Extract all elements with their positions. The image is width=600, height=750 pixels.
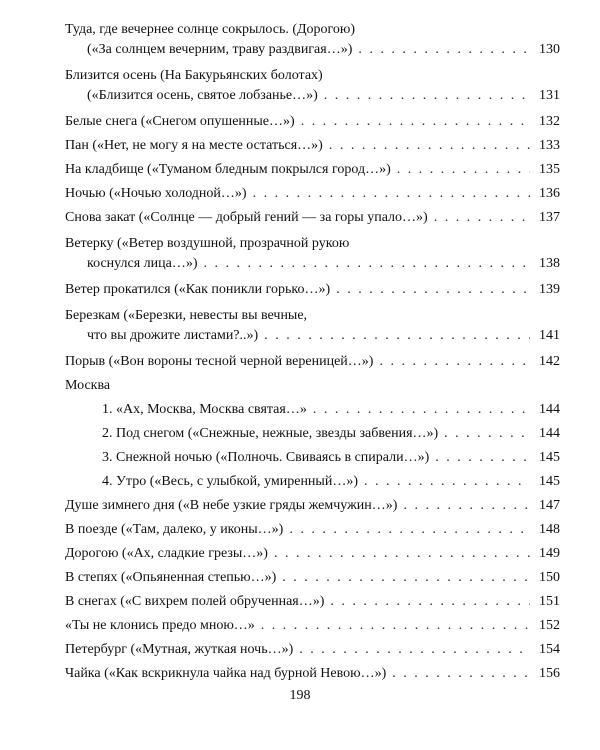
toc-entry-title: 2. Под снегом («Снежные, нежные, звезды забвения…»)	[102, 426, 439, 441]
toc-entry	[65, 66, 560, 106]
toc-page-number: 142	[539, 354, 560, 369]
toc-entry-subtitle: что вы дрожите листами?..»)	[87, 328, 259, 343]
dot-leader	[324, 86, 530, 106]
toc-page-number: 131	[539, 88, 560, 103]
dot-leader	[274, 544, 530, 564]
toc-page-number: 141	[539, 328, 560, 343]
dot-leader	[253, 184, 530, 204]
toc-entry-title: В поезде («Там, далеко, у иконы…»)	[65, 522, 284, 537]
toc-entry	[65, 520, 560, 540]
toc-entry-title: 3. Снежной ночью («Полночь. Свиваясь в спирали…»)	[102, 450, 430, 465]
toc-entry-title: Туда, где вечернее солнце сокрылось. (Дорогою)	[65, 22, 356, 37]
toc-entry-title: Ночью («Ночью холодной…»)	[65, 186, 247, 201]
toc-entry	[65, 496, 560, 516]
dot-leader	[358, 40, 530, 60]
toc-page-number: 138	[539, 256, 560, 271]
toc-entry-title: На кладбище («Туманом бледным покрылся город…»)	[65, 162, 391, 177]
toc-page-number: 154	[539, 642, 560, 657]
toc-entry-title: Белые снега («Снегом опушенные…»)	[65, 114, 295, 129]
dot-leader	[434, 208, 530, 228]
dot-leader	[330, 592, 530, 612]
toc-entry-title: Пан («Нет, не могу я на месте остаться…»)	[65, 138, 323, 153]
toc-entry	[65, 592, 560, 612]
toc-entry-title: Снова закат («Солнце — добрый гений — за горы упало…»)	[65, 210, 428, 225]
dot-leader	[403, 496, 530, 516]
dot-leader	[282, 568, 530, 588]
toc-entry	[65, 208, 560, 228]
toc-entry	[65, 616, 560, 636]
toc-entry-title: Петербург («Мутная, жуткая ночь…»)	[65, 642, 294, 657]
toc-entry-title: Душе зимнего дня («В небе узкие гряды жемчужин…»)	[65, 498, 398, 513]
toc-entry-title: Дорогою («Ах, сладкие грезы…»)	[65, 546, 268, 561]
toc-entry	[65, 544, 560, 564]
table-of-contents	[65, 20, 560, 684]
dot-leader	[204, 254, 530, 274]
footer-page-number: 198	[289, 688, 311, 703]
dot-leader	[301, 112, 530, 132]
toc-entry-subtitle: коснулся лица…»)	[87, 256, 198, 271]
toc-entry	[65, 352, 560, 372]
toc-entry-subtitle: («Близится осень, святое лобзанье…»)	[87, 88, 318, 103]
toc-entry	[65, 640, 560, 660]
toc-entry	[65, 112, 560, 132]
dot-leader	[336, 280, 530, 300]
dot-leader	[299, 640, 530, 660]
toc-entry-title: В снегах («С вихрем полей обрученная…»)	[65, 594, 325, 609]
toc-entry-title: 1. «Ах, Москва, Москва святая…»	[102, 402, 307, 417]
toc-page-number: 144	[539, 426, 560, 441]
dot-leader	[444, 424, 530, 444]
toc-entry	[65, 280, 560, 300]
dot-leader	[364, 472, 530, 492]
toc-entry	[65, 664, 560, 684]
toc-page-number: 137	[539, 210, 560, 225]
toc-page-number: 133	[539, 138, 560, 153]
toc-subentry	[102, 448, 560, 468]
toc-entry-title: В степях («Опьяненная степью…»)	[65, 570, 277, 585]
dot-leader	[261, 616, 530, 636]
toc-page-number: 147	[539, 498, 560, 513]
dot-leader	[264, 326, 530, 346]
toc-entry-title: Чайка («Как вскрикнула чайка над бурной Невою…»)	[65, 666, 387, 681]
dot-leader	[313, 400, 530, 420]
toc-entry	[65, 160, 560, 180]
dot-leader	[392, 664, 530, 684]
toc-page-number: 148	[539, 522, 560, 537]
toc-entry	[65, 184, 560, 204]
dot-leader	[329, 136, 530, 156]
toc-page-number: 139	[539, 282, 560, 297]
toc-entry-title: Близится осень (На Бакурьянских болотах)	[65, 68, 323, 83]
toc-entry	[65, 136, 560, 156]
toc-page-number: 151	[539, 594, 560, 609]
toc-subentry	[102, 424, 560, 444]
toc-page-number: 132	[539, 114, 560, 129]
toc-page-number: 145	[539, 450, 560, 465]
toc-entry-title: Порыв («Вон вороны тесной черной вереницей…»)	[65, 354, 374, 369]
dot-leader	[435, 448, 530, 468]
toc-subentry	[102, 472, 560, 492]
dot-leader	[379, 352, 530, 372]
toc-page-number: 130	[539, 42, 560, 57]
toc-entry	[65, 234, 560, 274]
toc-page-number: 135	[539, 162, 560, 177]
toc-entry-title: 4. Утро («Весь, с улыбкой, умиренный…»)	[102, 474, 358, 489]
toc-entry-title: «Ты не клонись предо мною…»	[65, 618, 255, 633]
toc-page-number: 144	[539, 402, 560, 417]
toc-subentry	[102, 400, 560, 420]
toc-entry	[65, 306, 560, 346]
dot-leader	[289, 520, 530, 540]
toc-entry	[65, 568, 560, 588]
toc-entry-title: Ветер прокатился («Как поникли горько…»)	[65, 282, 331, 297]
toc-page-number: 145	[539, 474, 560, 489]
toc-page-number: 156	[539, 666, 560, 681]
toc-page-number: 149	[539, 546, 560, 561]
toc-entry	[65, 20, 560, 60]
toc-page-number: 152	[539, 618, 560, 633]
toc-page-number: 136	[539, 186, 560, 201]
toc-page-number: 150	[539, 570, 560, 585]
toc-entry-title: Березкам («Березки, невесты вы вечные,	[65, 308, 308, 323]
toc-entry-title: Ветерку («Ветер воздушной, прозрачной рукою	[65, 236, 350, 251]
toc-entry-subtitle: («За солнцем вечерним, траву раздвигая…»)	[87, 42, 353, 57]
toc-section-heading: Москва	[65, 378, 111, 393]
dot-leader	[397, 160, 530, 180]
